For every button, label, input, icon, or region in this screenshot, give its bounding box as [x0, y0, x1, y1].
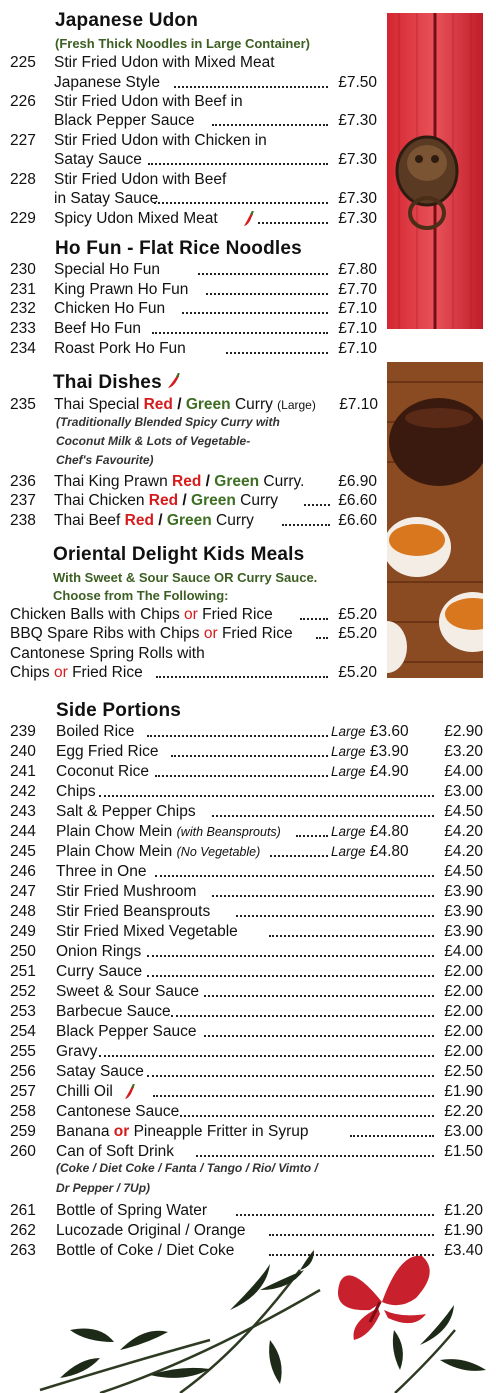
- item-name: Beef Ho Fun: [54, 320, 142, 337]
- dot-leader: [155, 875, 434, 877]
- item-price: £1.20: [444, 1202, 483, 1219]
- slash: /: [205, 473, 210, 490]
- menu-item: [0, 1002, 486, 1021]
- menu-item: [0, 762, 486, 781]
- item-name-text: Onion Rings: [56, 943, 142, 960]
- slash: /: [182, 492, 187, 509]
- item-price: £7.10: [338, 320, 377, 337]
- item-name-text: Chilli Oil: [56, 1083, 113, 1100]
- item-name-group: [54, 472, 304, 491]
- item-name-text: Stir Fried Mixed Vegetable: [56, 923, 238, 940]
- item-name: [56, 922, 238, 941]
- item-name-text: Egg Fried Rice: [56, 743, 159, 760]
- item-name-text: Lucozade Original / Orange: [56, 1222, 246, 1239]
- udon-title: Japanese Udon: [55, 10, 199, 31]
- item-name-text: Bottle of Spring Water: [56, 1202, 208, 1219]
- item-price: £7.10: [338, 300, 377, 317]
- or-label: or: [53, 664, 68, 681]
- item-name-suffix: Fried Rice: [202, 606, 273, 623]
- item-name-text: Plain Chow Mein: [56, 843, 173, 860]
- kids-subtitle-1: With Sweet & Sour Sauce OR Curry Sauce.: [53, 570, 318, 585]
- dot-leader: [182, 312, 328, 314]
- item-number: 243: [10, 803, 36, 820]
- item-name-group: [56, 1122, 308, 1141]
- dot-leader: [236, 1214, 434, 1216]
- dot-leader: [147, 735, 328, 737]
- item-name: [56, 1201, 207, 1220]
- large-label: Large: [331, 724, 366, 739]
- item-name: [56, 1062, 144, 1081]
- item-name-text: Chips: [56, 783, 96, 800]
- item-number: 237: [10, 492, 36, 509]
- item-name-line2: Black Pepper Sauce: [54, 112, 195, 129]
- dot-leader: [204, 995, 434, 997]
- menu-item: [0, 742, 486, 761]
- large-price: £4.90: [369, 763, 409, 780]
- item-price: £2.90: [444, 723, 483, 740]
- item-name: Thai King Prawn: [54, 473, 168, 490]
- item-name-text: Stir Fried Mushroom: [56, 883, 197, 900]
- dot-leader: [226, 352, 328, 354]
- item-name: [56, 862, 146, 881]
- drink-note-line2: Dr Pepper / 7Up): [56, 1181, 151, 1195]
- item-name: Chicken Ho Fun: [54, 300, 166, 317]
- item-name: Special Ho Fun: [54, 261, 160, 278]
- item-name-group: [10, 663, 143, 682]
- item-name-group: [54, 395, 316, 415]
- item-name-suffix: Curry: [234, 396, 273, 413]
- item-price: £4.50: [444, 863, 483, 880]
- thai-note-line3: Chef's Favourite): [56, 453, 154, 467]
- item-number: 229: [10, 210, 36, 227]
- menu-item: [0, 882, 486, 901]
- item-number: 257: [10, 1083, 36, 1100]
- item-number: 259: [10, 1123, 36, 1140]
- dot-leader: [269, 935, 434, 937]
- dot-leader: [300, 618, 328, 620]
- item-name: Chicken Balls with Chips: [10, 606, 180, 623]
- item-name-group: [54, 491, 278, 510]
- item-number: 244: [10, 823, 36, 840]
- item-price: £7.10: [339, 396, 378, 413]
- item-number: 241: [10, 763, 36, 780]
- menu-item: [0, 1062, 486, 1081]
- item-name-suffix: Pineapple Fritter in Syrup: [133, 1123, 309, 1140]
- item-number: 242: [10, 783, 36, 800]
- dot-leader: [236, 915, 434, 917]
- item-name-suffix: Fried Rice: [72, 664, 143, 681]
- large-label: Large: [331, 744, 366, 759]
- item-number: 250: [10, 943, 36, 960]
- red-label: Red: [148, 492, 179, 509]
- teapot-photo: [387, 362, 483, 678]
- menu-item: [0, 782, 486, 801]
- or-label: or: [203, 625, 218, 642]
- item-name-text: Gravy: [56, 1043, 98, 1060]
- item-number: 253: [10, 1003, 36, 1020]
- dot-leader: [212, 815, 434, 817]
- item-price: £5.20: [338, 625, 377, 642]
- dot-leader: [212, 124, 328, 126]
- item-name: [56, 1102, 179, 1121]
- item-price: £2.00: [444, 1023, 483, 1040]
- item-number: 263: [10, 1242, 36, 1259]
- dot-leader: [270, 855, 328, 857]
- dot-leader: [153, 1095, 434, 1097]
- dot-leader: [198, 273, 328, 275]
- item-note: (with Beansprouts): [176, 825, 281, 839]
- menu-item: [0, 605, 380, 624]
- menu-item: [0, 1042, 486, 1061]
- thai-title: [53, 372, 181, 394]
- item-name-suffix: Fried Rice: [221, 625, 293, 642]
- item-number: 235: [10, 396, 36, 413]
- dot-leader: [147, 1075, 434, 1077]
- dot-leader: [99, 795, 435, 797]
- menu-item: [0, 802, 486, 821]
- item-name: [56, 1221, 246, 1240]
- item-price: £3.00: [444, 783, 483, 800]
- item-name-text: Bottle of Coke / Diet Coke: [56, 1242, 235, 1259]
- dot-leader: [282, 524, 330, 526]
- menu-item: [0, 722, 486, 741]
- item-price: £7.30: [338, 190, 377, 207]
- item-number: 247: [10, 883, 36, 900]
- menu-item: [0, 339, 380, 358]
- menu-item: [0, 1082, 486, 1101]
- item-number: 251: [10, 963, 36, 980]
- large-price-group: [331, 822, 409, 841]
- item-price: £1.50: [444, 1143, 483, 1160]
- dot-leader: [304, 504, 330, 506]
- dot-leader: [316, 637, 328, 639]
- dot-leader: [171, 755, 328, 757]
- dot-leader: [99, 1055, 435, 1057]
- item-price: £4.50: [444, 803, 483, 820]
- item-name: [56, 782, 96, 801]
- item-price: £6.90: [338, 473, 377, 490]
- item-price: £1.90: [444, 1222, 483, 1239]
- thai-note-line1: (Traditionally Blended Spicy Curry with: [56, 415, 280, 429]
- item-price: £4.20: [444, 843, 483, 860]
- large-price: £4.80: [369, 843, 409, 860]
- butterfly-decoration: [330, 1252, 440, 1344]
- item-name-text: Boiled Rice: [56, 723, 135, 740]
- dot-leader: [147, 955, 434, 957]
- item-name-text: Three in One: [56, 863, 147, 880]
- kids-subtitle-2: Choose from The Following:: [53, 588, 229, 603]
- item-price: £2.00: [444, 1043, 483, 1060]
- side-title: Side Portions: [56, 700, 182, 721]
- large-price-group: [331, 722, 409, 741]
- item-name-line2: Satay Sauce: [54, 151, 142, 168]
- item-name: [56, 822, 281, 842]
- dot-leader: [180, 1115, 435, 1117]
- or-label: or: [113, 1123, 130, 1140]
- item-name-group: [54, 511, 254, 530]
- item-name: [56, 1002, 171, 1021]
- item-number: 245: [10, 843, 36, 860]
- item-name: Thai Special: [54, 396, 140, 413]
- item-price: £7.10: [338, 340, 377, 357]
- item-number: 230: [10, 261, 36, 278]
- large-label: Large: [331, 824, 366, 839]
- dot-leader: [269, 1254, 434, 1256]
- item-number: 227: [10, 132, 36, 149]
- hofun-title: Ho Fun - Flat Rice Noodles: [55, 238, 302, 259]
- item-number: 249: [10, 923, 36, 940]
- menu-item: [0, 822, 486, 841]
- item-name-text: Barbecue Sauce: [56, 1003, 171, 1020]
- item-name: [56, 1042, 97, 1061]
- item-name: [56, 942, 141, 961]
- item-price: £4.00: [444, 943, 483, 960]
- dot-leader: [269, 1234, 434, 1236]
- item-name: [56, 982, 199, 1001]
- red-label: Red: [172, 473, 202, 490]
- item-name: [56, 802, 196, 821]
- item-number: 262: [10, 1222, 36, 1239]
- item-number: 226: [10, 93, 36, 110]
- item-name: [56, 722, 134, 741]
- item-name: Cantonese Spring Rolls with: [10, 645, 205, 662]
- item-name: Stir Fried Udon with Beef in: [54, 93, 243, 110]
- thai-note-line2: Coconut Milk & Lots of Vegetable-: [56, 434, 251, 448]
- large-price-group: [331, 762, 409, 781]
- menu-item: [0, 624, 380, 643]
- large-price: £3.90: [369, 743, 409, 760]
- item-name-text: Stir Fried Beansprouts: [56, 903, 211, 920]
- item-name-text: Salt & Pepper Chips: [56, 803, 196, 820]
- item-name-suffix: Curry: [216, 512, 254, 529]
- item-name: [56, 1022, 196, 1041]
- item-price: £4.20: [444, 823, 483, 840]
- large-label: Large: [331, 844, 366, 859]
- menu-item: [0, 962, 486, 981]
- menu-item: [0, 1022, 486, 1041]
- item-price: £2.20: [444, 1103, 483, 1120]
- item-name: Stir Fried Udon with Beef: [54, 171, 227, 188]
- item-name: [56, 762, 149, 781]
- item-name-text: Satay Sauce: [56, 1063, 144, 1080]
- item-price: £4.00: [444, 763, 483, 780]
- dot-leader: [171, 1015, 434, 1017]
- item-number: 225: [10, 54, 36, 71]
- item-name-text: Curry Sauce: [56, 963, 143, 980]
- item-name: BBQ Spare Ribs with Chips: [10, 625, 200, 642]
- item-number: 240: [10, 743, 36, 760]
- dot-leader: [147, 975, 434, 977]
- item-number: 252: [10, 983, 36, 1000]
- item-name-suffix: Curry.: [263, 473, 305, 490]
- menu-item: [0, 395, 385, 414]
- item-price: £6.60: [338, 492, 377, 509]
- chili-icon: [124, 1084, 136, 1100]
- item-price: £3.00: [444, 1123, 483, 1140]
- item-number: 256: [10, 1063, 36, 1080]
- item-name-suffix: Curry: [240, 492, 279, 509]
- green-label: Green: [166, 512, 212, 529]
- udon-subtitle: (Fresh Thick Noodles in Large Container): [55, 36, 310, 51]
- item-name: King Prawn Ho Fun: [54, 281, 189, 298]
- item-number: 260: [10, 1143, 36, 1160]
- red-label: Red: [143, 396, 173, 413]
- item-price: £2.50: [444, 1063, 483, 1080]
- item-name: [56, 902, 210, 921]
- item-price: £2.00: [444, 963, 483, 980]
- item-name: Stir Fried Udon with Chicken in: [54, 132, 267, 149]
- menu-item: [0, 260, 380, 279]
- large-price: £3.60: [369, 723, 409, 740]
- item-name: Banana: [56, 1123, 110, 1140]
- item-name: [56, 1241, 234, 1260]
- item-name-group: [10, 605, 273, 624]
- slash: /: [177, 396, 182, 413]
- dot-leader: [258, 222, 328, 224]
- green-label: Green: [214, 473, 260, 490]
- item-price: £7.30: [338, 210, 377, 227]
- item-name-text: Sweet & Sour Sauce: [56, 983, 200, 1000]
- item-name-text: Coconut Rice: [56, 763, 150, 780]
- item-number: 228: [10, 171, 36, 188]
- menu-item: [0, 982, 486, 1001]
- menu-item: [0, 922, 486, 941]
- dot-leader: [350, 1135, 434, 1137]
- item-name-text: Plain Chow Mein: [56, 823, 173, 840]
- item-name-text: Cantonese Sauce: [56, 1103, 180, 1120]
- menu-item: [0, 209, 380, 228]
- menu-item: [0, 902, 486, 921]
- item-name-group: [10, 624, 293, 643]
- item-name: Thai Chicken: [54, 492, 145, 509]
- menu-item: [0, 319, 380, 338]
- item-price: £7.70: [338, 281, 377, 298]
- item-name: Stir Fried Udon with Mixed Meat: [54, 54, 275, 71]
- item-name: [56, 1082, 113, 1101]
- item-number: 261: [10, 1202, 36, 1219]
- item-price: £2.00: [444, 1003, 483, 1020]
- kids-title: Oriental Delight Kids Meals: [53, 544, 305, 565]
- dot-leader: [152, 332, 328, 334]
- menu-item: [0, 1221, 486, 1240]
- dot-leader: [156, 676, 328, 678]
- menu-item: [0, 942, 486, 961]
- dot-leader: [196, 1155, 434, 1157]
- menu-item: [0, 491, 380, 510]
- large-price-group: [331, 842, 409, 861]
- drink-note-line1: (Coke / Diet Coke / Fanta / Tango / Rio/ Vimto /: [56, 1161, 318, 1175]
- item-name: [56, 742, 159, 761]
- item-name: Thai Beef: [54, 512, 121, 529]
- menu-item: [0, 1241, 486, 1260]
- item-number: 236: [10, 473, 36, 490]
- item-name-line2: in Satay Sauce: [54, 190, 159, 207]
- item-name-line2: Japanese Style: [54, 74, 160, 91]
- item-price: £7.30: [338, 151, 377, 168]
- menu-item: [0, 511, 380, 530]
- item-price: £6.60: [338, 512, 377, 529]
- item-name: [56, 1142, 174, 1161]
- item-number: 258: [10, 1103, 36, 1120]
- item-number: 231: [10, 281, 36, 298]
- dot-leader: [204, 1035, 434, 1037]
- dot-leader: [148, 163, 328, 165]
- or-label: or: [184, 606, 198, 623]
- item-note: (No Vegetable): [176, 845, 261, 859]
- menu-item: [0, 842, 486, 861]
- item-number: 234: [10, 340, 36, 357]
- thai-title-text: Thai Dishes: [53, 372, 162, 393]
- dot-leader: [296, 835, 328, 837]
- menu-item: [0, 862, 486, 881]
- item-price: £5.20: [338, 664, 377, 681]
- item-price: £3.90: [444, 903, 483, 920]
- large-price: £4.80: [369, 823, 409, 840]
- item-price: £3.40: [444, 1242, 483, 1259]
- item-name-line2: Chips: [10, 664, 50, 681]
- large-label: Large: [331, 764, 366, 779]
- green-label: Green: [191, 492, 236, 509]
- door-knocker-photo: [387, 13, 483, 329]
- item-number: 238: [10, 512, 36, 529]
- menu-item: [0, 1102, 486, 1121]
- item-name: [56, 842, 260, 862]
- dot-leader: [174, 86, 328, 88]
- item-price: £7.80: [338, 261, 377, 278]
- item-name: Spicy Udon Mixed Meat: [54, 210, 218, 227]
- chili-icon: [243, 211, 255, 227]
- item-price: £7.50: [338, 74, 377, 91]
- item-name-text: Black Pepper Sauce: [56, 1023, 197, 1040]
- red-label: Red: [124, 512, 154, 529]
- item-name: [56, 962, 142, 981]
- item-price: £2.00: [444, 983, 483, 1000]
- slash: /: [158, 512, 163, 529]
- menu-item: [0, 472, 380, 491]
- menu-item: [0, 1201, 486, 1220]
- item-price: £3.90: [444, 883, 483, 900]
- menu-item: [0, 1122, 486, 1141]
- item-number: 232: [10, 300, 36, 317]
- menu-item: [0, 299, 380, 318]
- large-note: (Large): [277, 398, 316, 412]
- item-number: 246: [10, 863, 36, 880]
- item-name-text: Can of Soft Drink: [56, 1143, 175, 1160]
- dot-leader: [154, 202, 328, 204]
- item-price: £1.90: [444, 1083, 483, 1100]
- item-name: Roast Pork Ho Fun: [54, 340, 186, 357]
- item-number: 239: [10, 723, 36, 740]
- item-number: 254: [10, 1023, 36, 1040]
- item-number: 233: [10, 320, 36, 337]
- menu-item: [0, 1142, 486, 1161]
- dot-leader: [155, 775, 328, 777]
- dot-leader: [206, 293, 328, 295]
- item-price: £5.20: [338, 606, 377, 623]
- item-price: £3.20: [444, 743, 483, 760]
- item-price: £7.30: [338, 112, 377, 129]
- green-label: Green: [185, 396, 231, 413]
- item-name: [56, 882, 196, 901]
- item-number: 255: [10, 1043, 36, 1060]
- item-price: £3.90: [444, 923, 483, 940]
- menu-item: [0, 280, 380, 299]
- chili-icon: [167, 373, 181, 389]
- item-number: 248: [10, 903, 36, 920]
- dot-leader: [212, 895, 434, 897]
- large-price-group: [331, 742, 409, 761]
